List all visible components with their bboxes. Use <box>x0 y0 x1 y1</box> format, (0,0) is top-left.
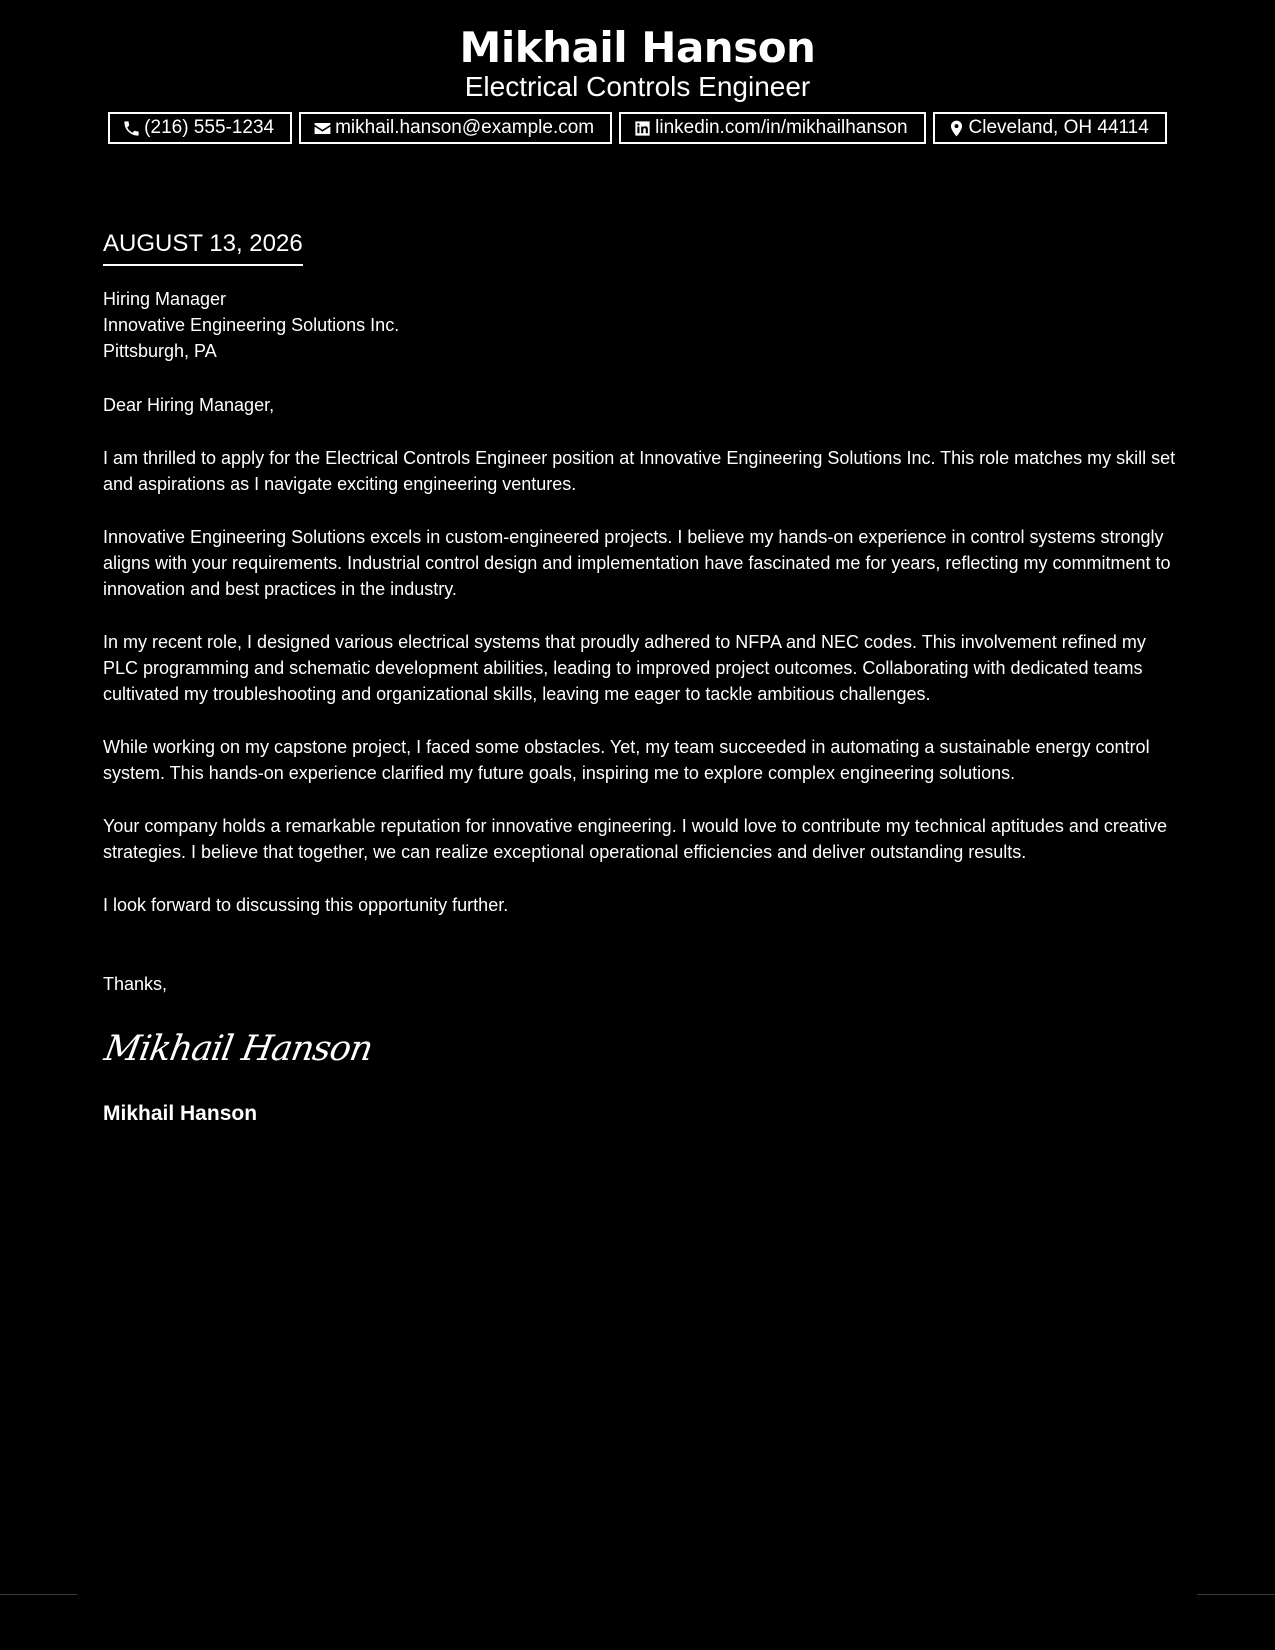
contact-email[interactable] <box>299 112 612 144</box>
paragraph-intro: I am thrilled to apply for the Electrical Controls Engineer position at Innovative Engineering Solutions Inc. This role matches my skill set and aspirations as I navigate exciting engineering ventures. <box>103 448 1176 494</box>
footer-rule-right <box>1197 1594 1275 1595</box>
contact-phone[interactable] <box>108 112 292 144</box>
paragraph-contribution: Your company holds a remarkable reputation for innovative engineering. I would love to contribute my technical aptitudes and creative strategies. I believe that together, we can realize exceptional operational efficiencies and deliver outstanding results. <box>103 816 1167 862</box>
recipient-name: Hiring Manager <box>103 289 227 309</box>
contact-linkedin-text: linkedin.com/in/mikhailhanson <box>655 117 908 138</box>
paragraph-experience: In my recent role, I designed various electrical systems that proudly adhered to NFPA and NEC codes. This involvement refined my PLC programming and schematic development abilities, leading to improved project outcomes. Collaborating with dedicated teams cultivated my troubleshooting and organizational skills, leaving me eager to tackle ambitious challenges. <box>103 632 1146 704</box>
letter-body <box>103 228 1178 1128</box>
handwritten-signature: Mikhail Hanson <box>101 1029 376 1069</box>
recipient-company: Innovative Engineering Solutions Inc. <box>103 315 400 335</box>
recipient-location: Pittsburgh, PA <box>103 341 217 361</box>
letterhead <box>0 22 1275 144</box>
paragraph-capstone: While working on my capstone project, I faced some obstacles. Yet, my team succeeded in automating a sustainable energy control system. This hands-on experience clarified my future goals, inspiring me to explore complex engineering solutions. <box>103 737 1150 783</box>
applicant-name: Mikhail Hanson <box>459 23 816 72</box>
paragraph-company: Innovative Engineering Solutions excels in custom-engineered projects. I believe my hands-on experience in control systems strongly aligns with your requirements. Industrial control design and implementation have fascinated me for years, reflecting my commitment to innovation and best practices in the industry. <box>103 527 1171 599</box>
contact-location-text: Cleveland, OH 44114 <box>968 117 1149 138</box>
contact-bar <box>0 112 1275 144</box>
map-marker-icon <box>947 119 966 138</box>
signer-name: Mikhail Hanson <box>103 1102 258 1125</box>
paragraph-closing: I look forward to discussing this opportunity further. <box>103 895 509 915</box>
envelope-icon <box>313 119 332 138</box>
recipient-block <box>103 286 1178 364</box>
contact-email-text: mikhail.hanson@example.com <box>335 117 595 138</box>
contact-phone-text: (216) 555-1234 <box>144 117 275 138</box>
job-title: Electrical Controls Engineer <box>464 71 811 102</box>
closing: Thanks, <box>103 974 168 994</box>
contact-location[interactable] <box>933 112 1167 144</box>
salutation: Dear Hiring Manager, <box>103 395 275 415</box>
contact-linkedin[interactable] <box>619 112 925 144</box>
letter-date: AUGUST 13, 2026 <box>103 228 303 266</box>
linkedin-icon <box>633 119 652 138</box>
phone-icon <box>122 119 141 138</box>
footer-rule-left <box>0 1594 77 1595</box>
